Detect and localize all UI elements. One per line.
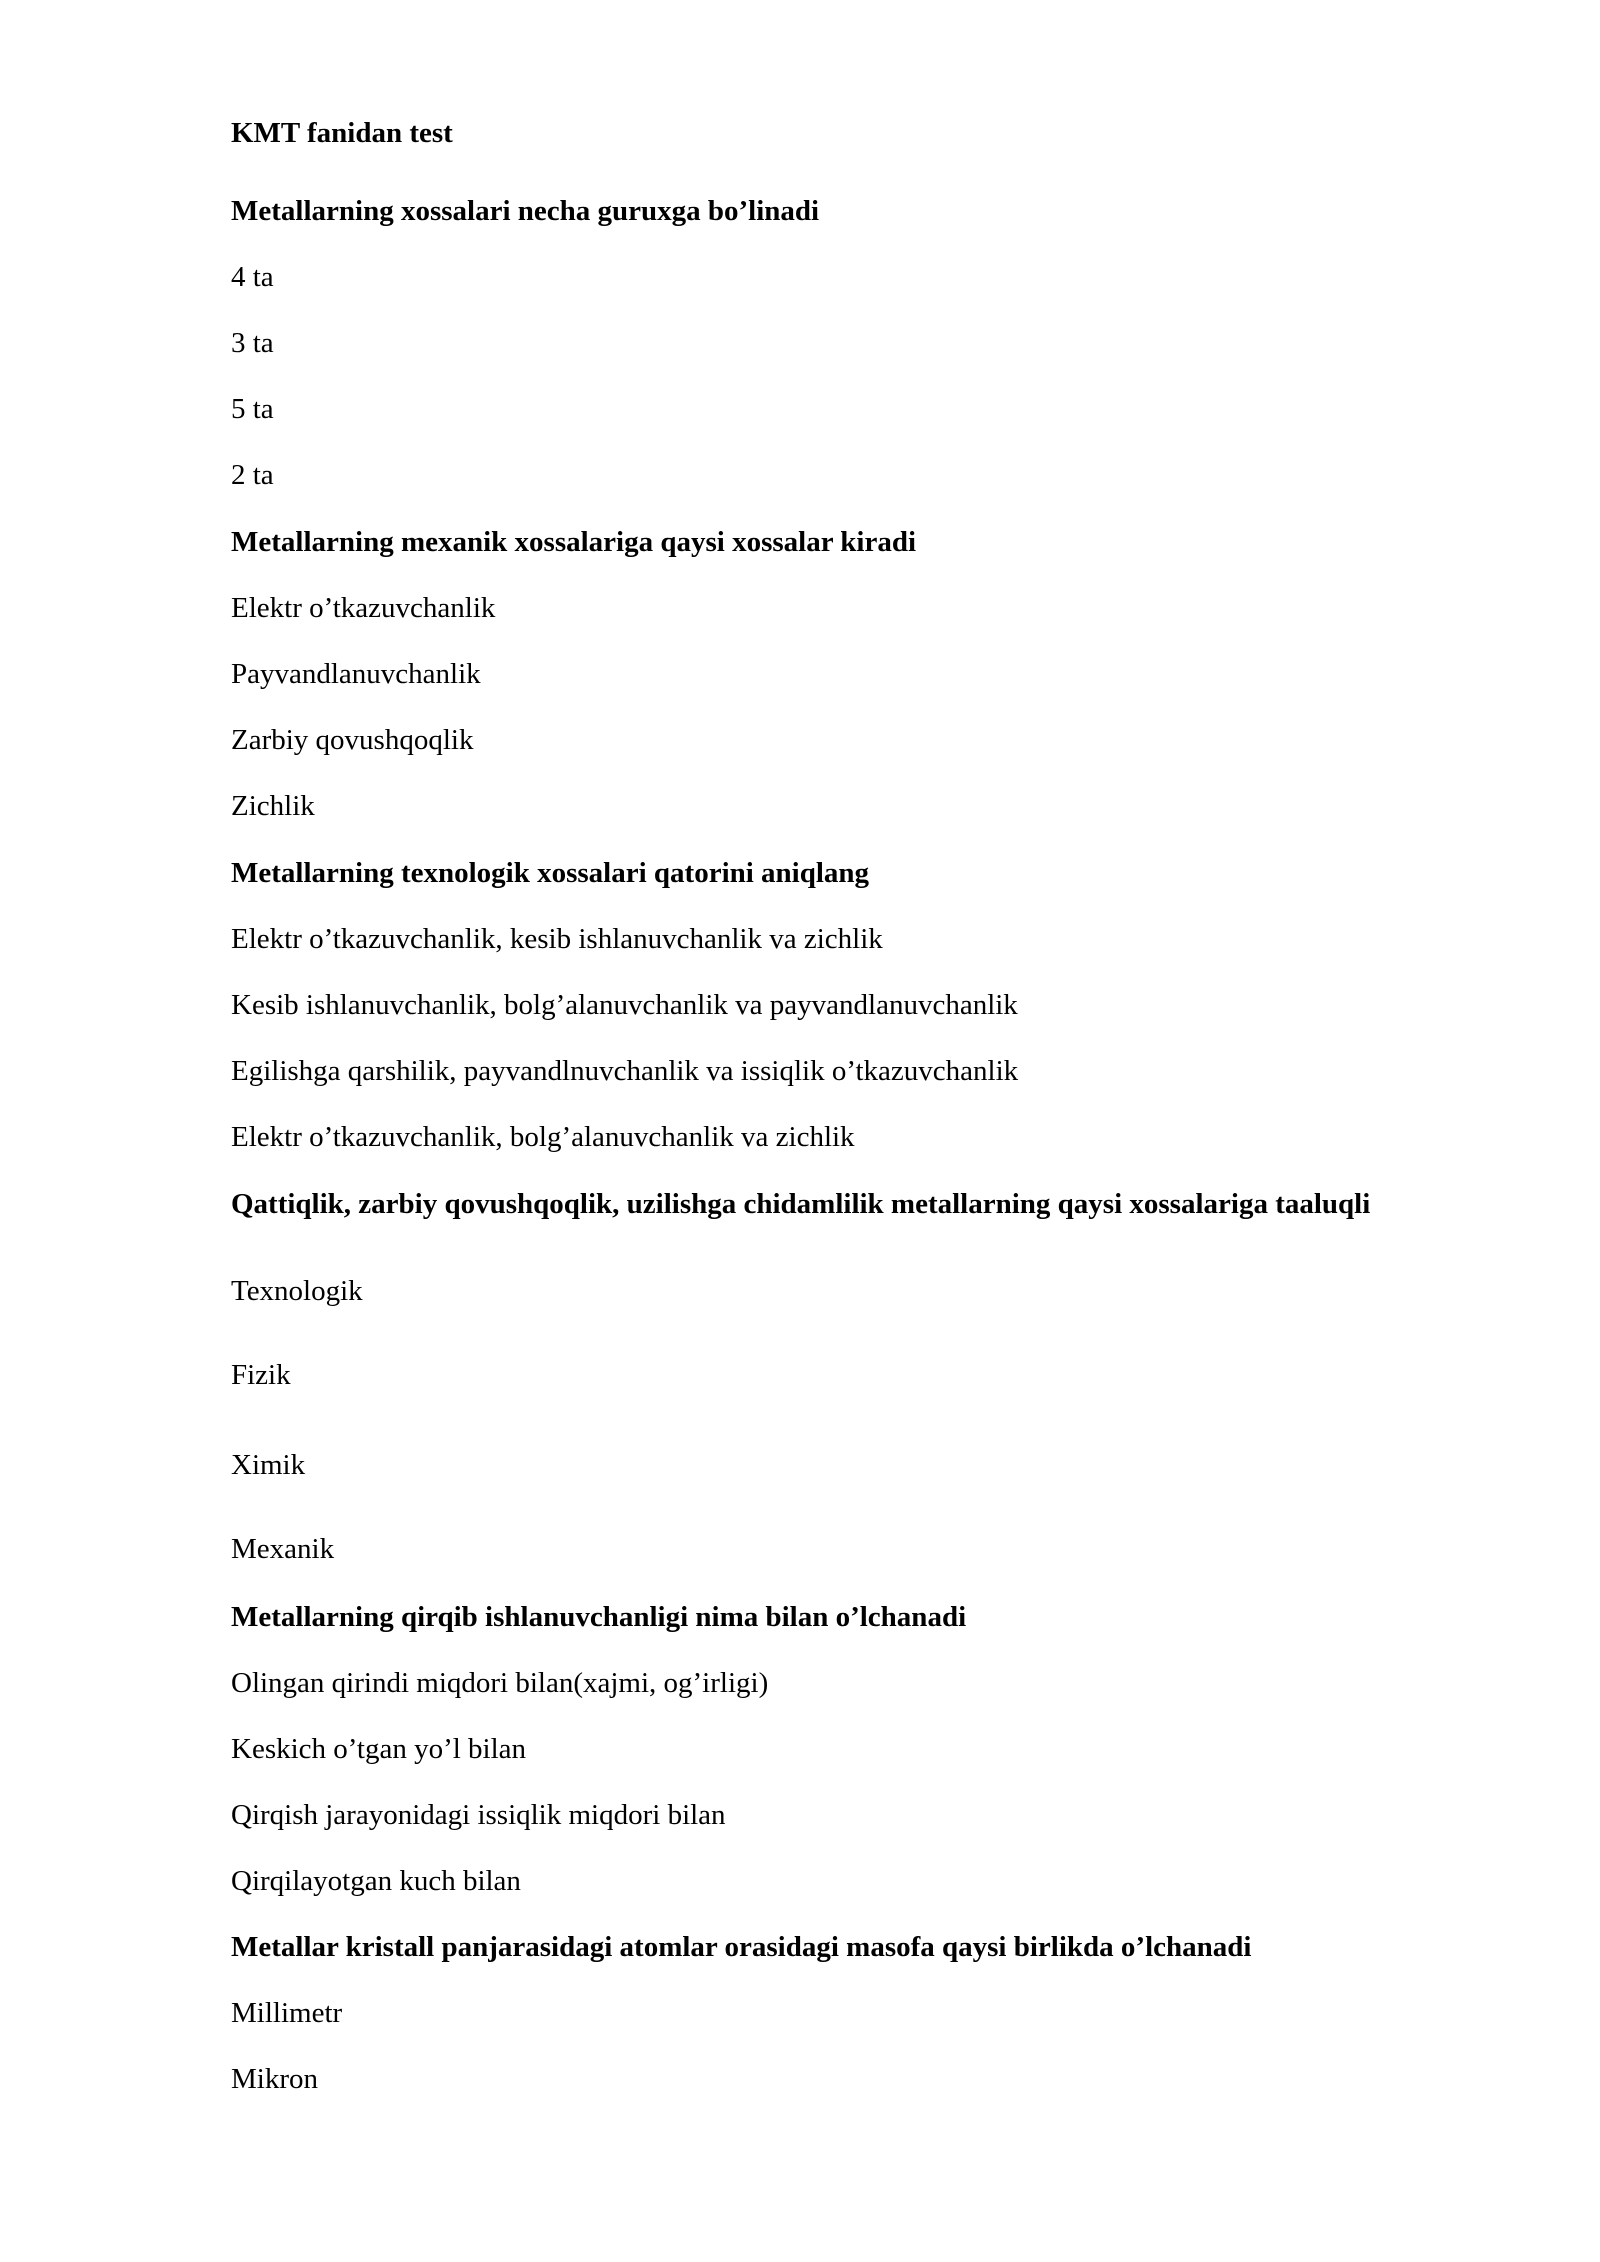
question-text: Metallarning texnologik xossalari qatorini aniqlang [231,857,870,889]
answer-option: Elektr o’tkazuvchanlik, bolg’alanuvchanlik va zichlik [231,1121,855,1153]
document-title: KMT fanidan test [231,117,453,149]
answer-option: Elektr o’tkazuvchanlik [231,592,496,624]
question-text: Metallar kristall panjarasidagi atomlar orasidagi masofa qaysi birlikda o’lchanadi [231,1931,1252,1963]
answer-option: Payvandlanuvchanlik [231,658,481,690]
question-text: Metallarning mexanik xossalariga qaysi xossalar kiradi [231,526,917,558]
answer-option: 5 ta [231,393,274,425]
answer-option: Qirqish jarayonidagi issiqlik miqdori bilan [231,1799,726,1831]
answer-option: 4 ta [231,261,274,293]
answer-option: Keskich o’tgan yo’l bilan [231,1733,527,1765]
answer-option: Texnologik [231,1275,363,1307]
answer-option: Qirqilayotgan kuch bilan [231,1865,521,1897]
answer-option: 2 ta [231,459,274,491]
answer-option: Egilishga qarshilik, payvandlnuvchanlik va issiqlik o’tkazuvchanlik [231,1055,1019,1087]
answer-option: Zichlik [231,790,315,822]
answer-option: Ximik [231,1449,306,1481]
question-text: Metallarning qirqib ishlanuvchanligi nima bilan o’lchanadi [231,1601,967,1633]
answer-option: Mikron [231,2063,318,2095]
question-text: Qattiqlik, zarbiy qovushqoqlik, uzilishga chidamlilik metallarning qaysi xossalariga taaluqli [231,1188,1371,1220]
answer-option: Fizik [231,1359,291,1391]
answer-option: Olingan qirindi miqdori bilan(xajmi, og’irligi) [231,1667,769,1699]
question-text: Metallarning xossalari necha guruxga bo’linadi [231,195,820,227]
answer-option: Kesib ishlanuvchanlik, bolg’alanuvchanlik va payvandlanuvchanlik [231,989,1018,1021]
answer-option: Zarbiy qovushqoqlik [231,724,474,756]
answer-option: 3 ta [231,327,274,359]
answer-option: Mexanik [231,1533,335,1565]
answer-option: Millimetr [231,1997,343,2029]
answer-option: Elektr o’tkazuvchanlik, kesib ishlanuvchanlik va zichlik [231,923,883,955]
